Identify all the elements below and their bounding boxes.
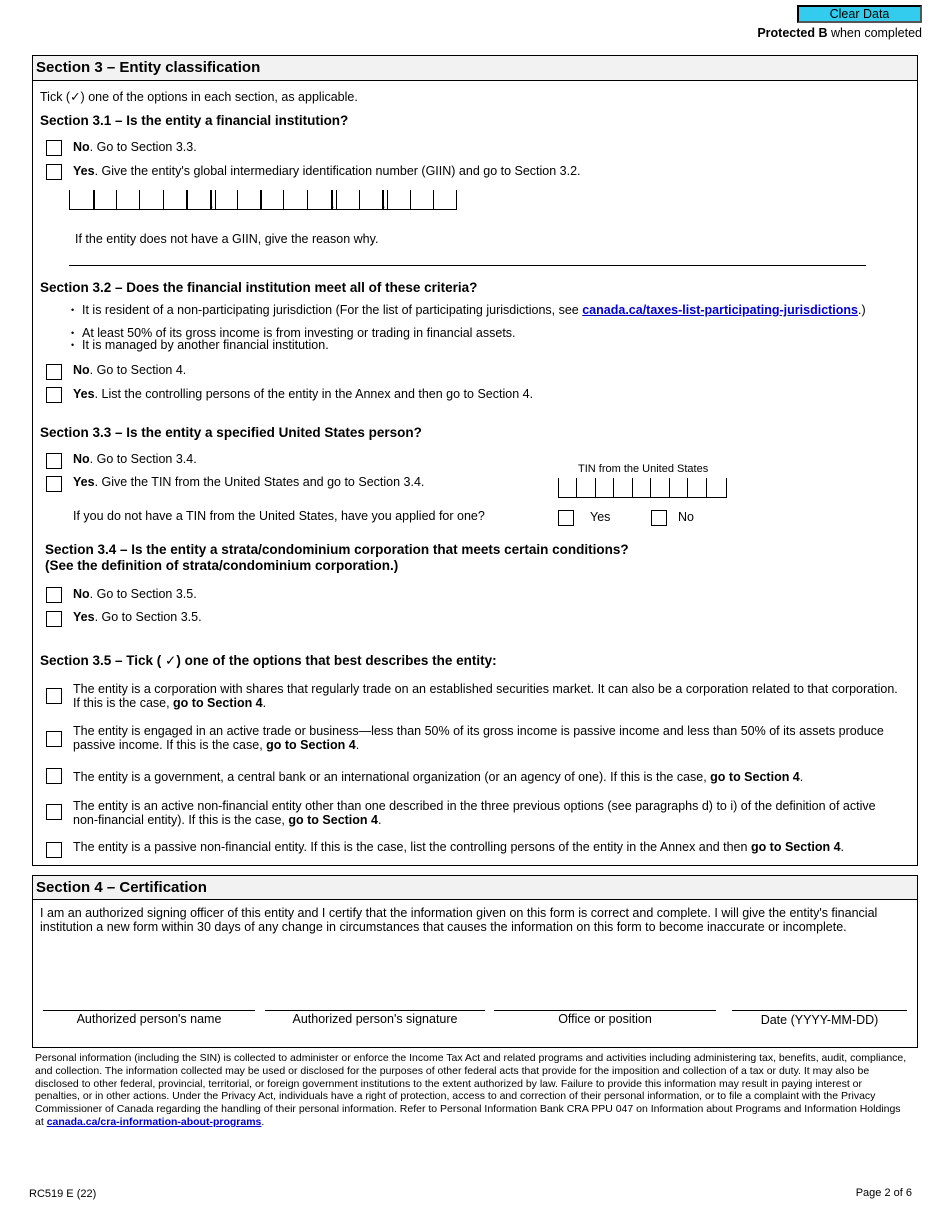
tin-applied-no-checkbox[interactable]: [651, 510, 667, 526]
s35-opt5-bold: go to Section 4: [750, 840, 841, 854]
tin-applied-yes-checkbox[interactable]: [558, 510, 574, 526]
s31-yes-bold: Yes: [73, 164, 95, 178]
participating-jurisdictions-link[interactable]: canada.ca/taxes-list-participating-jurisdictions: [582, 303, 859, 317]
s34-no-rest: . Go to Section 3.5.: [89, 587, 197, 601]
s34-no-label: [73, 587, 197, 601]
office-position-input[interactable]: [494, 1010, 716, 1011]
date-input[interactable]: [732, 1010, 907, 1011]
giin-separator-3: .: [382, 197, 386, 211]
authorized-signature-label: Authorized person's signature: [292, 1012, 458, 1026]
protected-b-label: [757, 26, 922, 40]
s31-no-checkbox[interactable]: [46, 140, 62, 156]
s35-opt4-period: .: [377, 813, 382, 827]
s31-no-label: [73, 140, 197, 154]
protected-rest: when completed: [827, 26, 922, 40]
date-label: Date (YYYY-MM-DD): [760, 1013, 879, 1027]
protected-bold: Protected B: [757, 26, 828, 40]
s32-bullet-2: • At least 50% of its gross income is from investing or trading in financial assets.: [82, 326, 516, 340]
privacy-text: Personal information (including the SIN) is collected to administer or enforce the Income Tax Act and related programs and activities including administering tax, benefits, audit, compliance, and collection. The information collected may be used or disclosed for the purposes of other federal acts that provide for the imposition and collection of a tax or duty. It may also be disclosed to other federal, provincial, territorial, or foreign government institutions to the extent authorized by law. Failure to provide this information may result in paying interest or penalties, or in other actions. Under the Privacy Act, individuals have a right of protection, access to and correction of their personal information, or to file a complaint with the Privacy Commissioner of Canada regarding the handling of their personal information. Refer to Personal Information Bank CRA PPU 047 on Information about Programs and Information Holdings at: [35, 1052, 907, 1128]
s34-yes-label: [73, 610, 202, 624]
s35-opt3-period: .: [799, 770, 804, 784]
s31-no-bold: No: [73, 140, 90, 154]
s33-no-rest: . Go to Section 3.4.: [89, 452, 197, 466]
s32-bullet-1: [82, 303, 866, 317]
s33-yes-label: [73, 475, 424, 489]
s33-no-checkbox[interactable]: [46, 453, 62, 469]
tin-label: TIN from the United States: [578, 463, 709, 475]
s35-option-4-label: [73, 799, 903, 827]
privacy-notice: [35, 1052, 907, 1129]
s34-yes-checkbox[interactable]: [46, 611, 62, 627]
section-3-3-title: Section 3.3 – Is the entity a specified United States person?: [40, 425, 422, 440]
s32-yes-rest: . List the controlling persons of the entity in the Annex and then go to Section 4.: [94, 387, 534, 401]
section-4-title: Section 4 – Certification: [33, 876, 917, 900]
s35-option-5-checkbox[interactable]: [46, 842, 62, 858]
s33-yes-bold: Yes: [73, 475, 95, 489]
s35-opt1-period: .: [262, 696, 267, 710]
s32-no-rest: . Go to Section 4.: [89, 363, 187, 377]
s33-no-bold: No: [73, 452, 90, 466]
section-3-title: Section 3 – Entity classification: [33, 56, 917, 81]
s35-opt4-bold: go to Section 4: [288, 813, 378, 827]
s32-bullet-3: • It is managed by another financial institution.: [82, 338, 329, 352]
no-giin-reason-input[interactable]: [69, 265, 866, 266]
certification-statement: I am an authorized signing officer of this entity and I certify that the information given on this form is correct and complete. I will give the entity's financial institution a new form within 30 days of any change in circumstances that causes the information on this form to become inaccurate or incomplete.: [40, 906, 878, 934]
s35-option-5-label: [73, 840, 903, 854]
s35-option-3-label: [73, 770, 903, 784]
clear-data-button[interactable]: Clear Data: [797, 5, 922, 23]
s32-no-label: [73, 363, 186, 377]
giin-input[interactable]: [69, 191, 457, 210]
s33-yes-rest: . Give the TIN from the United States and go to Section 3.4.: [94, 475, 425, 489]
tin-applied-yes-label: Yes: [590, 510, 611, 524]
form-identifier: RC519 E (22): [29, 1188, 97, 1200]
giin-separator-2: .: [331, 197, 335, 211]
tin-input[interactable]: [558, 479, 727, 498]
s35-opt2-period: .: [355, 738, 360, 752]
giin-separator-1: .: [210, 197, 214, 211]
s35-option-2-checkbox[interactable]: [46, 731, 62, 747]
s32-yes-bold: Yes: [73, 387, 95, 401]
section-3-instruction: Tick (✓) one of the options in each section, as applicable.: [40, 90, 358, 104]
section-3-4-title-line1: Section 3.4 – Is the entity a strata/condominium corporation that meets certain conditions?: [45, 542, 629, 557]
no-giin-question: If the entity does not have a GIIN, give the reason why.: [75, 232, 379, 246]
s32-no-bold: No: [73, 363, 90, 377]
s32-yes-checkbox[interactable]: [46, 387, 62, 403]
s35-option-3-checkbox[interactable]: [46, 768, 62, 784]
section-3-5-title: Section 3.5 – Tick ( ✓) one of the options that best describes the entity:: [40, 653, 497, 668]
s34-no-checkbox[interactable]: [46, 587, 62, 603]
tin-applied-question: If you do not have a TIN from the United States, have you applied for one?: [73, 509, 485, 523]
s35-opt5-text: The entity is a passive non-financial entity. If this is the case, list the controlling persons of the entity in the Annex and then: [73, 840, 751, 854]
s35-option-1-label: [73, 682, 903, 710]
tin-applied-no-label: No: [678, 510, 694, 524]
authorized-name-input[interactable]: [43, 1010, 255, 1011]
s35-opt1-text: The entity is a corporation with shares that regularly trade on an established securities market. It can also be a corporation related to that corporation. If this is the case,: [73, 682, 898, 710]
page-number: Page 2 of 6: [855, 1187, 912, 1199]
s35-opt2-bold: go to Section 4: [266, 738, 356, 752]
s32-bullet-1-pre: It is resident of a non-participating jurisdiction (For the list of participating jurisdictions, see: [82, 303, 583, 317]
s32-yes-label: [73, 387, 533, 401]
s31-yes-rest: . Give the entity's global intermediary identification number (GIIN) and go to Section 3.2.: [94, 164, 581, 178]
s31-yes-label: [73, 164, 581, 178]
s32-bullet-1-post: .): [858, 303, 866, 317]
section-3-1-title: Section 3.1 – Is the entity a financial institution?: [40, 113, 349, 128]
s35-opt2-text: The entity is engaged in an active trade or business—less than 50% of its gross income is passive income and less than 50% of its assets produce passive income. If this is the case,: [73, 724, 884, 752]
s34-yes-rest: . Go to Section 3.5.: [94, 610, 202, 624]
privacy-end: .: [261, 1115, 265, 1128]
s35-opt3-text: The entity is a government, a central bank or an international organization (or an agency of one). If this is the case,: [73, 770, 711, 784]
s35-option-4-checkbox[interactable]: [46, 804, 62, 820]
s32-no-checkbox[interactable]: [46, 364, 62, 380]
s34-yes-bold: Yes: [73, 610, 95, 624]
section-3-2-title: Section 3.2 – Does the financial institution meet all of these criteria?: [40, 280, 478, 295]
cra-information-link[interactable]: canada.ca/cra-information-about-programs: [46, 1115, 262, 1128]
s35-option-2-label: [73, 724, 903, 752]
authorized-signature-input[interactable]: [265, 1010, 485, 1011]
s31-no-rest: . Go to Section 3.3.: [89, 140, 197, 154]
office-position-label: Office or position: [558, 1012, 652, 1026]
s34-no-bold: No: [73, 587, 90, 601]
authorized-name-label: Authorized person's name: [76, 1012, 222, 1026]
s33-yes-checkbox[interactable]: [46, 476, 62, 492]
s35-opt4-text: The entity is an active non-financial entity other than one described in the three previous options (see paragraphs d) to i) of the definition of active non-financial entity). If this is the case,: [73, 799, 876, 827]
section-3-4-title-line2: (See the definition of strata/condominium corporation.): [45, 558, 399, 573]
s35-opt1-bold: go to Section 4: [173, 696, 263, 710]
s35-opt3-bold: go to Section 4: [710, 770, 800, 784]
s33-no-label: [73, 452, 197, 466]
s35-opt5-period: .: [840, 840, 845, 854]
s35-option-1-checkbox[interactable]: [46, 688, 62, 704]
s31-yes-checkbox[interactable]: [46, 164, 62, 180]
